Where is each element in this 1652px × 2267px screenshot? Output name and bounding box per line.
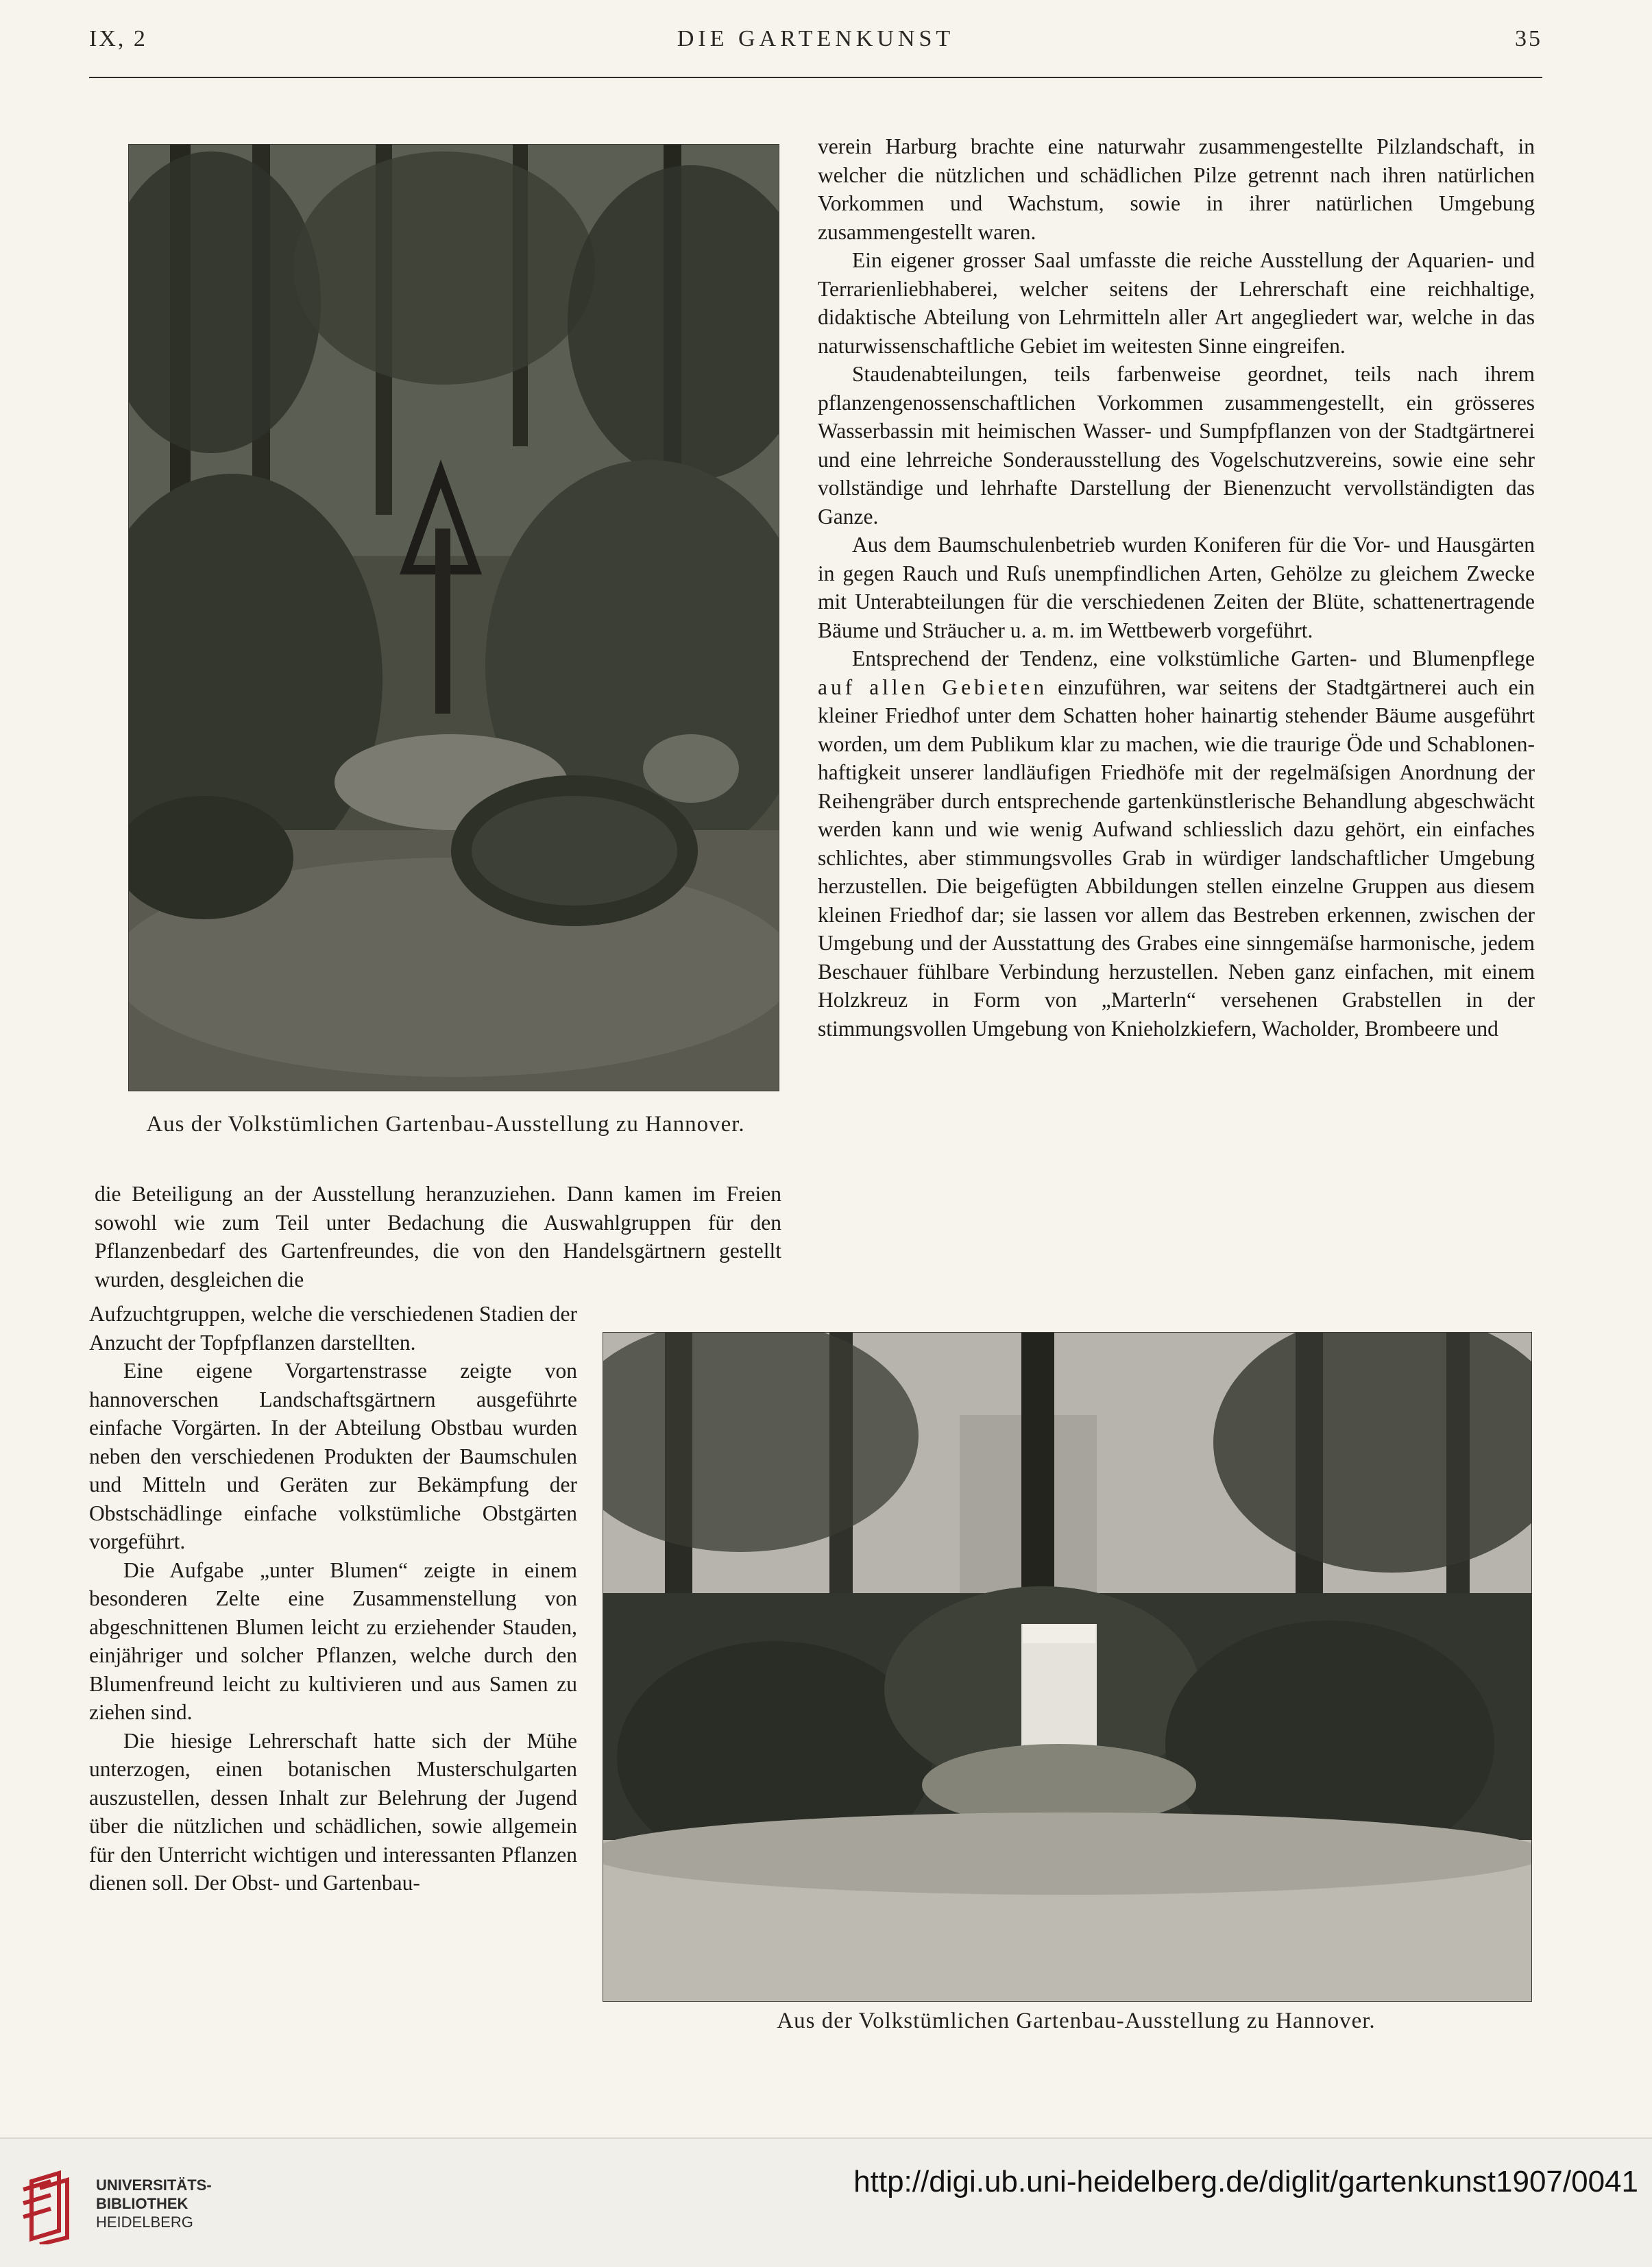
paragraph: verein Harburg brachte eine naturwahr zusammengestellte Pilzlandschaft, in welcher die nützlichen und schädlichen Pilze getrennt nach ihren natürlichen Vorkommen und Wachstum, sowie in ihrer natürlichen Umgebung zusammengestellt waren. (818, 134, 1535, 244)
left-text-block (95, 1180, 781, 1294)
library-name-line: HEIDELBERG (96, 2214, 193, 2231)
library-name (96, 2176, 212, 2231)
running-header (89, 26, 1542, 67)
page-number: 35 (1515, 26, 1542, 51)
paragraph-text: Entsprechend der Tendenz, eine volkstümliche Garten- und Blumenpflege (852, 646, 1535, 670)
figure-2-caption: Aus der Volkstümlichen Gartenbau-Ausstellung zu Hannover. (777, 2009, 1376, 2033)
paragraph: Staudenabteilungen, teils farbenweise geordnet, teils nach ihrem pflanzengenossenschaftlichen Vorkommen zusammengestellt, ein grösseres Wasserbassin mit heimischen Wasser- und Sumpfpflanzen von der Stadtgärtnerei und eine lehrreiche Sonderausstellung des Vogelschutzvereins, sowie eine sehr vollständige und lehrhafte Darstellung der Bienenzucht vervollständigten das Ganze. (818, 362, 1535, 529)
emphasized-text: auf allen Gebieten (818, 675, 1048, 699)
paragraph (818, 644, 1535, 1043)
paragraph-text: einzuführen, war seitens der Stadtgärtnerei auch ein kleiner Friedhof unter dem Schatten hoher hainartig stehender Bäume ausgeführt worden, um dem Publikum klar zu machen, wie die traurige Öde und Schablonenhaftigkeit unserer landläufigen Friedhöfe mit der regelmäſsigen Anordnung der Reihengräber durch entsprechende gartenkünstlerische Behandlung abgeschwächt werden kann und wie wenig Aufwand schliesslich dazu gehört, ein einfaches schlichtes, aber stimmungsvolles Grab in würdiger landschaftlicher Umgebung herzustellen. Die beigefügten Abbildungen stellen einzelne Gruppen aus diesem kleinen Friedhof dar; sie lassen vor allem das Bestreben erkennen, zwischen der Umgebung und der Ausstattung des Grabes eine sinngemäſse harmonische, jedem Beschauer fühlbare Verbindung herzustellen. Neben ganz einfachen, mit einem Holzkreuz in Form von „Marterln“ versehenen Grabstellen in der stimmungsvollen Umgebung von Knieholzkiefern, Wacholder, Brombeere und (818, 675, 1535, 1041)
paragraph: Die hiesige Lehrerschaft hatte sich der Mühe unterzogen, einen botanischen Musterschulgarten auszustellen, dessen Inhalt zur Belehrung der Jugend über die nützlichen und schädlichen, sowie allgemein für den Unterricht wichtigen und interessanten Pflanzen dienen soll. Der Obst- und Gartenbau- (89, 1728, 577, 1895)
paragraph: die Beteiligung an der Ausstellung heranzuziehen. Dann kamen im Freien sowohl wie zum Teil unter Bedachung die Auswahlgruppen für den Pflanzenbedarf des Gartenfreundes, die von den Handelsgärtnern gestellt wurden, desgleichen die (95, 1182, 781, 1292)
figure-2-photo (603, 1332, 1532, 2002)
paragraph: Eine eigene Vorgartenstrasse zeigte von hannoverschen Landschaftsgärtnern ausgeführte einfache Vorgärten. In der Abteilung Obstbau wurden neben den verschiedenen Produkten der Baumschulen und Mitteln und Geräten zur Bekämpfung der Obstschädlinge einfache volkstümliche Obstgärten vorgeführt. (89, 1359, 577, 1553)
volume-issue: IX, 2 (89, 26, 147, 51)
paragraph: Aus dem Baumschulenbetrieb wurden Koniferen für die Vor- und Hausgärten in gegen Rauch und Ruſs unempfindlichen Arten, Gehölze zu gleichem Zwecke mit Unterabteilungen für die verschiedenen Zeiten der Blüte, schattenertragende Bäume und Sträucher u. a. m. im Wettbewerb vorgeführt. (818, 533, 1535, 642)
heidelberg-library-logo-icon (19, 2168, 88, 2244)
source-url-link[interactable]: http://digi.ub.uni-heidelberg.de/diglit/gartenkunst1907/0041 (853, 2165, 1638, 2198)
paragraph: Ein eigener grosser Saal umfasste die reiche Ausstellung der Aquarien- und Terrarienliebhaberei, welcher seitens der Lehrerschaft eine reichhaltige, didaktische Abteilung von Lehrmitteln aller Art angegliedert war, welche in das naturwissenschaftliche Gebiet im weitesten Sinne eingreifen. (818, 248, 1535, 358)
left-narrow-column (89, 1300, 577, 1898)
forest-grave-illustration (129, 145, 779, 1091)
journal-title: DIE GARTENKUNST (677, 26, 955, 51)
gravestone-illustration (603, 1333, 1531, 2001)
figure-1-caption: Aus der Volkstümlichen Gartenbau-Ausstellung zu Hannover. (146, 1112, 745, 1137)
library-footer (0, 2137, 1652, 2267)
right-text-column (818, 132, 1535, 1043)
figure-1-photo (128, 144, 779, 1091)
header-rule (89, 77, 1542, 78)
library-name-line: BIBLIOTHEK (96, 2195, 189, 2212)
paragraph: Die Aufgabe „unter Blumen“ zeigte in einem besonderen Zelte eine Zusammenstellung von abgeschnittenen Blumen leicht zu erziehender Stauden, einjähriger und solcher Pflanzen, welche durch den Blumenfreund leicht zu kultivieren und aus Samen zu ziehen sind. (89, 1557, 577, 1724)
paragraph: Aufzuchtgruppen, welche die verschiedenen Stadien der Anzucht der Topfpflanzen darstellten. (89, 1302, 577, 1355)
library-name-line: UNIVERSITÄTS- (96, 2177, 212, 2194)
